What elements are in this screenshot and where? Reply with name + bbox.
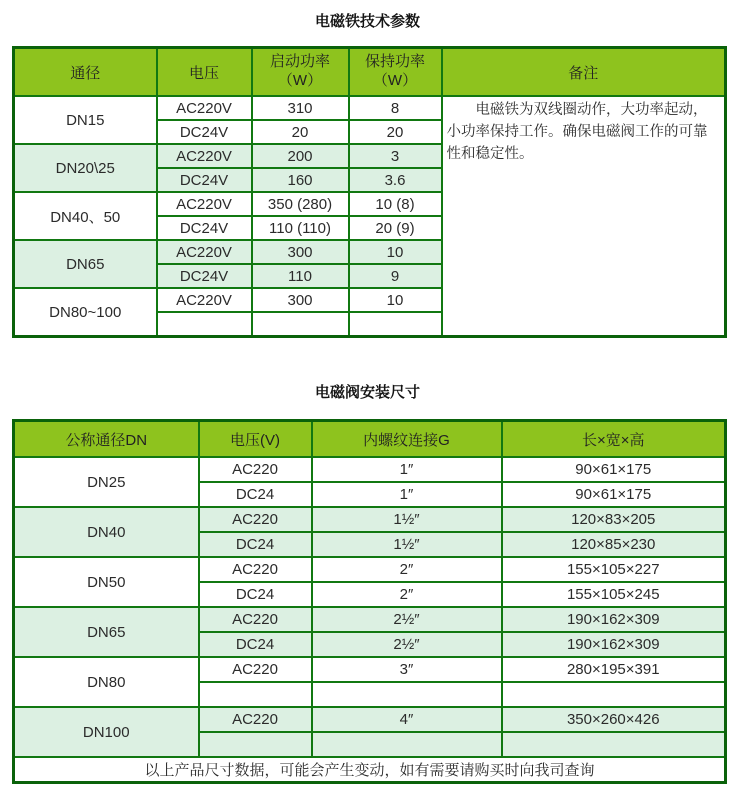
table-row [14, 657, 726, 682]
cell-start-power: 300 [252, 240, 349, 264]
cell-thread: 2″ [312, 557, 502, 582]
table2-header-row [14, 421, 726, 458]
header-start-power-line1: 启动功率 [269, 53, 330, 71]
cell-thread: 1½″ [312, 532, 502, 557]
cell-size: 155×105×245 [502, 582, 726, 607]
cell-dn: DN20\25 [14, 144, 157, 192]
cell-size [502, 732, 726, 757]
cell-voltage [199, 682, 312, 707]
cell-thread: 1½″ [312, 507, 502, 532]
cell-dn: DN50 [14, 557, 199, 607]
cell-start-power: 110 (110) [252, 216, 349, 240]
cell-thread [312, 732, 502, 757]
cell-voltage: DC24V [157, 264, 252, 288]
cell-voltage: AC220V [157, 96, 252, 120]
header-note: 备注 [442, 48, 726, 97]
table-row [14, 707, 726, 732]
table1-title: 电磁铁技术参数 [314, 13, 420, 30]
cell-voltage: AC220 [199, 657, 312, 682]
cell-size: 120×85×230 [502, 532, 726, 557]
header-start-power [252, 48, 349, 97]
cell-hold-power: 20 (9) [349, 216, 442, 240]
table-footer-row [14, 757, 726, 783]
cell-voltage: AC220V [157, 240, 252, 264]
cell-dn: DN100 [14, 707, 199, 757]
cell-size: 190×162×309 [502, 607, 726, 632]
cell-hold-power: 8 [349, 96, 442, 120]
cell-dn: DN15 [14, 96, 157, 144]
cell-dn: DN40、50 [14, 192, 157, 240]
cell-thread: 1″ [312, 482, 502, 507]
cell-thread: 1″ [312, 457, 502, 482]
cell-dn: DN65 [14, 240, 157, 288]
cell-size: 190×162×309 [502, 632, 726, 657]
table-row [14, 607, 726, 632]
header-hold-power [349, 48, 442, 97]
cell-voltage: DC24 [199, 482, 312, 507]
cell-hold-power: 3.6 [349, 168, 442, 192]
cell-dn: DN40 [14, 507, 199, 557]
cell-voltage: AC220 [199, 507, 312, 532]
header-hold-power-line1: 保持功率 [364, 53, 425, 71]
cell-voltage: DC24V [157, 168, 252, 192]
cell-voltage: AC220 [199, 557, 312, 582]
cell-size: 155×105×227 [502, 557, 726, 582]
header-voltage: 电压(V) [199, 421, 312, 458]
cell-dn: DN80~100 [14, 288, 157, 337]
cell-thread [312, 682, 502, 707]
cell-start-power [252, 312, 349, 337]
cell-start-power: 300 [252, 288, 349, 312]
cell-dn: DN65 [14, 607, 199, 657]
cell-voltage: AC220V [157, 144, 252, 168]
cell-thread: 4″ [312, 707, 502, 732]
cell-voltage: AC220 [199, 707, 312, 732]
table2-title: 电磁阀安装尺寸 [314, 384, 420, 401]
header-hold-power-line2: （W） [372, 72, 418, 89]
cell-thread: 2½″ [312, 632, 502, 657]
table-row [14, 457, 726, 482]
cell-start-power: 20 [252, 120, 349, 144]
cell-start-power: 350 (280) [252, 192, 349, 216]
table-row [14, 507, 726, 532]
cell-size: 90×61×175 [502, 457, 726, 482]
table-row [14, 96, 726, 120]
cell-voltage: AC220V [157, 288, 252, 312]
cell-voltage: DC24 [199, 532, 312, 557]
header-start-power-line2: （W） [277, 72, 323, 89]
footer-note: 以上产品尺寸数据，可能会产生变动，如有需要请购买时向我司查询 [14, 757, 726, 783]
valve-dimensions-table [12, 419, 727, 784]
cell-thread: 3″ [312, 657, 502, 682]
header-dn: 通径 [14, 48, 157, 97]
cell-thread: 2½″ [312, 607, 502, 632]
cell-hold-power: 10 [349, 288, 442, 312]
cell-hold-power: 10 [349, 240, 442, 264]
cell-voltage [199, 732, 312, 757]
cell-size: 90×61×175 [502, 482, 726, 507]
cell-hold-power: 20 [349, 120, 442, 144]
cell-voltage: AC220V [157, 192, 252, 216]
header-nominal-dn: 公称通径DN [14, 421, 199, 458]
cell-size [502, 682, 726, 707]
cell-start-power: 200 [252, 144, 349, 168]
cell-voltage [157, 312, 252, 337]
cell-hold-power: 3 [349, 144, 442, 168]
cell-size: 350×260×426 [502, 707, 726, 732]
cell-start-power: 110 [252, 264, 349, 288]
cell-size: 120×83×205 [502, 507, 726, 532]
electromagnet-params-table [12, 46, 727, 338]
cell-hold-power: 10 (8) [349, 192, 442, 216]
header-size: 长×宽×高 [502, 421, 726, 458]
header-thread: 内螺纹连接G [312, 421, 502, 458]
cell-voltage: DC24 [199, 632, 312, 657]
table-row [14, 557, 726, 582]
cell-voltage: DC24 [199, 582, 312, 607]
cell-hold-power: 9 [349, 264, 442, 288]
cell-thread: 2″ [312, 582, 502, 607]
cell-dn: DN80 [14, 657, 199, 707]
cell-voltage: AC220 [199, 457, 312, 482]
cell-start-power: 310 [252, 96, 349, 120]
cell-dn: DN25 [14, 457, 199, 507]
cell-start-power: 160 [252, 168, 349, 192]
table1-header-row [14, 48, 726, 97]
cell-remark: 电磁铁为双线圈动作，大功率起动，小功率保持工作。确保电磁阀工作的可靠性和稳定性。 [442, 96, 726, 337]
cell-hold-power [349, 312, 442, 337]
header-voltage: 电压 [157, 48, 252, 97]
cell-voltage: DC24V [157, 216, 252, 240]
cell-size: 280×195×391 [502, 657, 726, 682]
cell-voltage: DC24V [157, 120, 252, 144]
cell-voltage: AC220 [199, 607, 312, 632]
